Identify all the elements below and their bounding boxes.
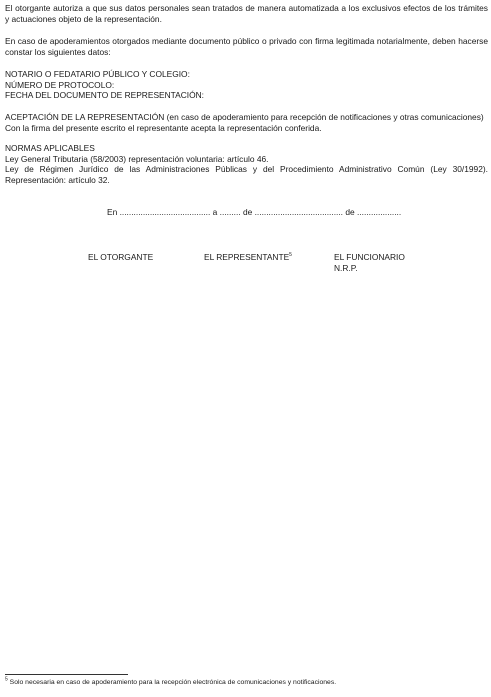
acceptance-text: Con la firma del presente escrito el representante acepta la representación conferida. <box>5 122 322 133</box>
month-label: de <box>242 207 253 217</box>
place-date-line <box>107 207 401 218</box>
official-signature <box>334 252 405 273</box>
norms-line-administrative-law: Ley de Régimen Jurídico de las Administraciones Públicas y del Procedimiento Administrativo Común (Ley 30/1992). Representación: artículo 32. <box>5 164 488 185</box>
place-label: En <box>107 207 118 217</box>
notary-field-label: NOTARIO O FEDATARIO PÚBLICO Y COLEGIO: <box>5 69 190 79</box>
official-signature-label: EL FUNCIONARIO <box>334 252 405 262</box>
month-blank: ...................................... <box>254 207 344 217</box>
norms-line-tax-law: Ley General Tributaria (58/2003) representación voluntaria: artículo 46. <box>5 153 269 164</box>
protocol-field-label: NÚMERO DE PROTOCOLO: <box>5 79 115 90</box>
official-nrp-label: N.R.P. <box>334 262 358 273</box>
representative-signature <box>204 252 292 263</box>
notary-fields <box>5 69 488 101</box>
norms-section <box>5 143 488 185</box>
place-blank: ....................................... <box>119 207 211 217</box>
day-blank: ......... <box>219 207 241 217</box>
acceptance-heading: ACEPTACIÓN DE LA REPRESENTACIÓN (en caso de apoderamiento para recepción de notificaciones y otras comunicaciones) <box>5 112 484 122</box>
notary-intro-paragraph: En caso de apoderamientos otorgados mediante documento público o privado con firma legitimada notarialmente, deben hacerse constar los siguientes datos: <box>5 36 488 57</box>
footnote-text: Solo necesaria en caso de apoderamiento para la recepción electrónica de comunicaciones y notificaciones. <box>9 679 337 686</box>
footnote-number: 5 <box>5 676 8 683</box>
year-label: de <box>345 207 355 217</box>
norms-heading: NORMAS APLICABLES <box>5 143 95 153</box>
footnote <box>5 678 336 687</box>
consent-paragraph: El otorgante autoriza a que sus datos personales sean tratados de manera automatizada a los exclusivos efectos de los trámites y actuaciones objeto de la representación. <box>5 3 488 24</box>
year-blank: ................... <box>357 207 402 217</box>
grantor-signature-label: EL OTORGANTE <box>88 252 154 262</box>
day-label: a <box>212 207 218 217</box>
acceptance-section <box>5 112 488 133</box>
document-date-field-label: FECHA DEL DOCUMENTO DE REPRESENTACIÓN: <box>5 90 205 101</box>
representative-signature-label: EL REPRESENTANTE <box>204 252 290 262</box>
footnote-divider <box>5 674 128 675</box>
footnote-reference: 5 <box>289 252 292 259</box>
